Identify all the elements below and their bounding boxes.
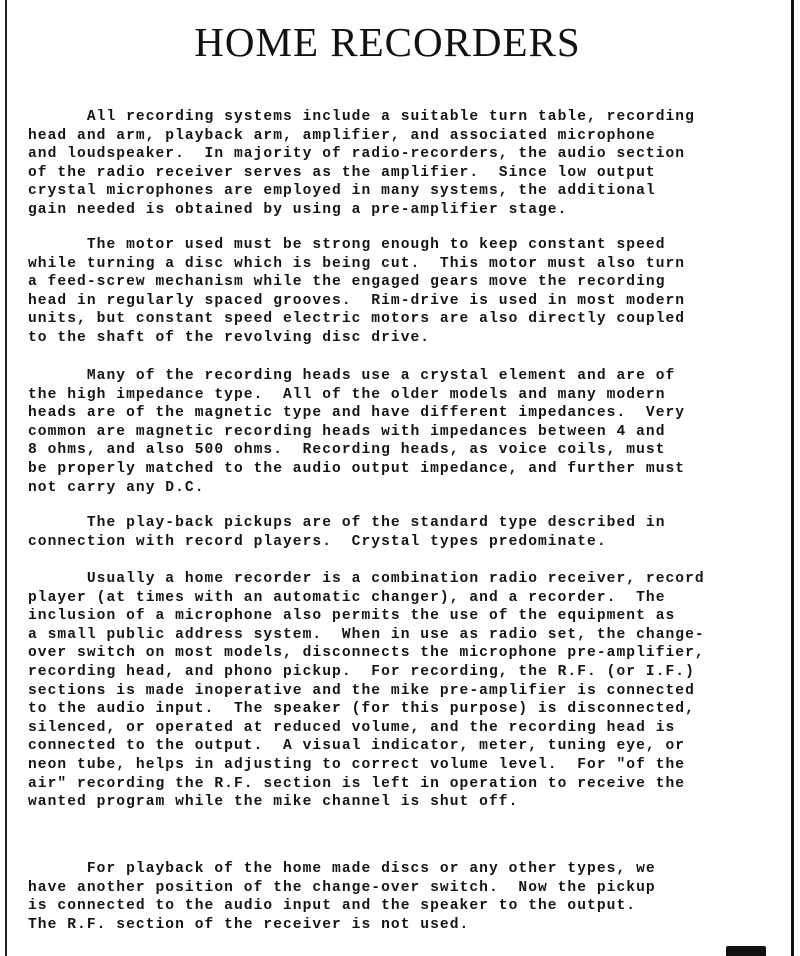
page-border-right — [791, 0, 794, 956]
page-title: HOME RECORDERS — [194, 19, 581, 65]
paragraph-motor: The motor used must be strong enough to keep constant speed while turning a disc which is being cut. This motor must also turn a feed-screw mechanism while the engaged gears move the recording head in regularly spaced grooves. Rim-drive is used in most modern units, but constant speed electric motors are also directly coupled to the shaft of the revolving disc drive. — [28, 237, 686, 346]
paragraph-home-recorder-operation: Usually a home recorder is a combination radio receiver, record player (at times with an automatic changer), and a recorder. The inclusion of a microphone also permits the use of the equipment as a small public address system. When in use as radio set, the change- over switch on most models, disconnects the microphone pre-amplifier, recording head, and phono pickup. For recording, the R.F. (or I.F.) sections is made inoperative and the mike pre-amplifier is connected to the audio input. The speaker (for this purpose) is disconnected, silenced, or operated at reduced volume, and the recording head is connected to the output. A visual indicator, meter, tuning eye, or neon tube, helps in adjusting to correct volume level. For "of the air" recording the R.F. section is left in operation to receive the wanted program while the mike channel is shut off. — [28, 571, 705, 811]
paragraph-recording-heads: Many of the recording heads use a crystal element and are of the high impedance type. All of the older models and many modern heads are of the magnetic type and have different impedances. Very common are magnetic recording heads with impedances between 4 and 8 ohms, and also 500 ohms. Recording heads, as voice coils, must be properly matched to the audio output impedance, and further must not carry any D.C. — [28, 368, 686, 496]
paragraph-playback: For playback of the home made discs or any other types, we have another position of the change-over switch. Now the pickup is connected to the audio input and the speaker to the output. The R.F. section of the receiver is not used. — [28, 861, 656, 933]
paragraph-playback-pickups: The play-back pickups are of the standard type described in connection with record players. Crystal types predominate. — [28, 515, 666, 550]
paragraph-recording-systems: All recording systems include a suitable turn table, recording head and arm, playback arm, amplifier, and associated microphone and loudspeaker. In majority of radio-recorders, the audio section of the radio receiver serves as the amplifier. Since low output crystal microphones are employed in many systems, the additional gain needed is obtained by using a pre-amplifier stage. — [28, 109, 695, 218]
page-border-left — [5, 0, 7, 956]
corner-tab-mark — [726, 946, 766, 956]
